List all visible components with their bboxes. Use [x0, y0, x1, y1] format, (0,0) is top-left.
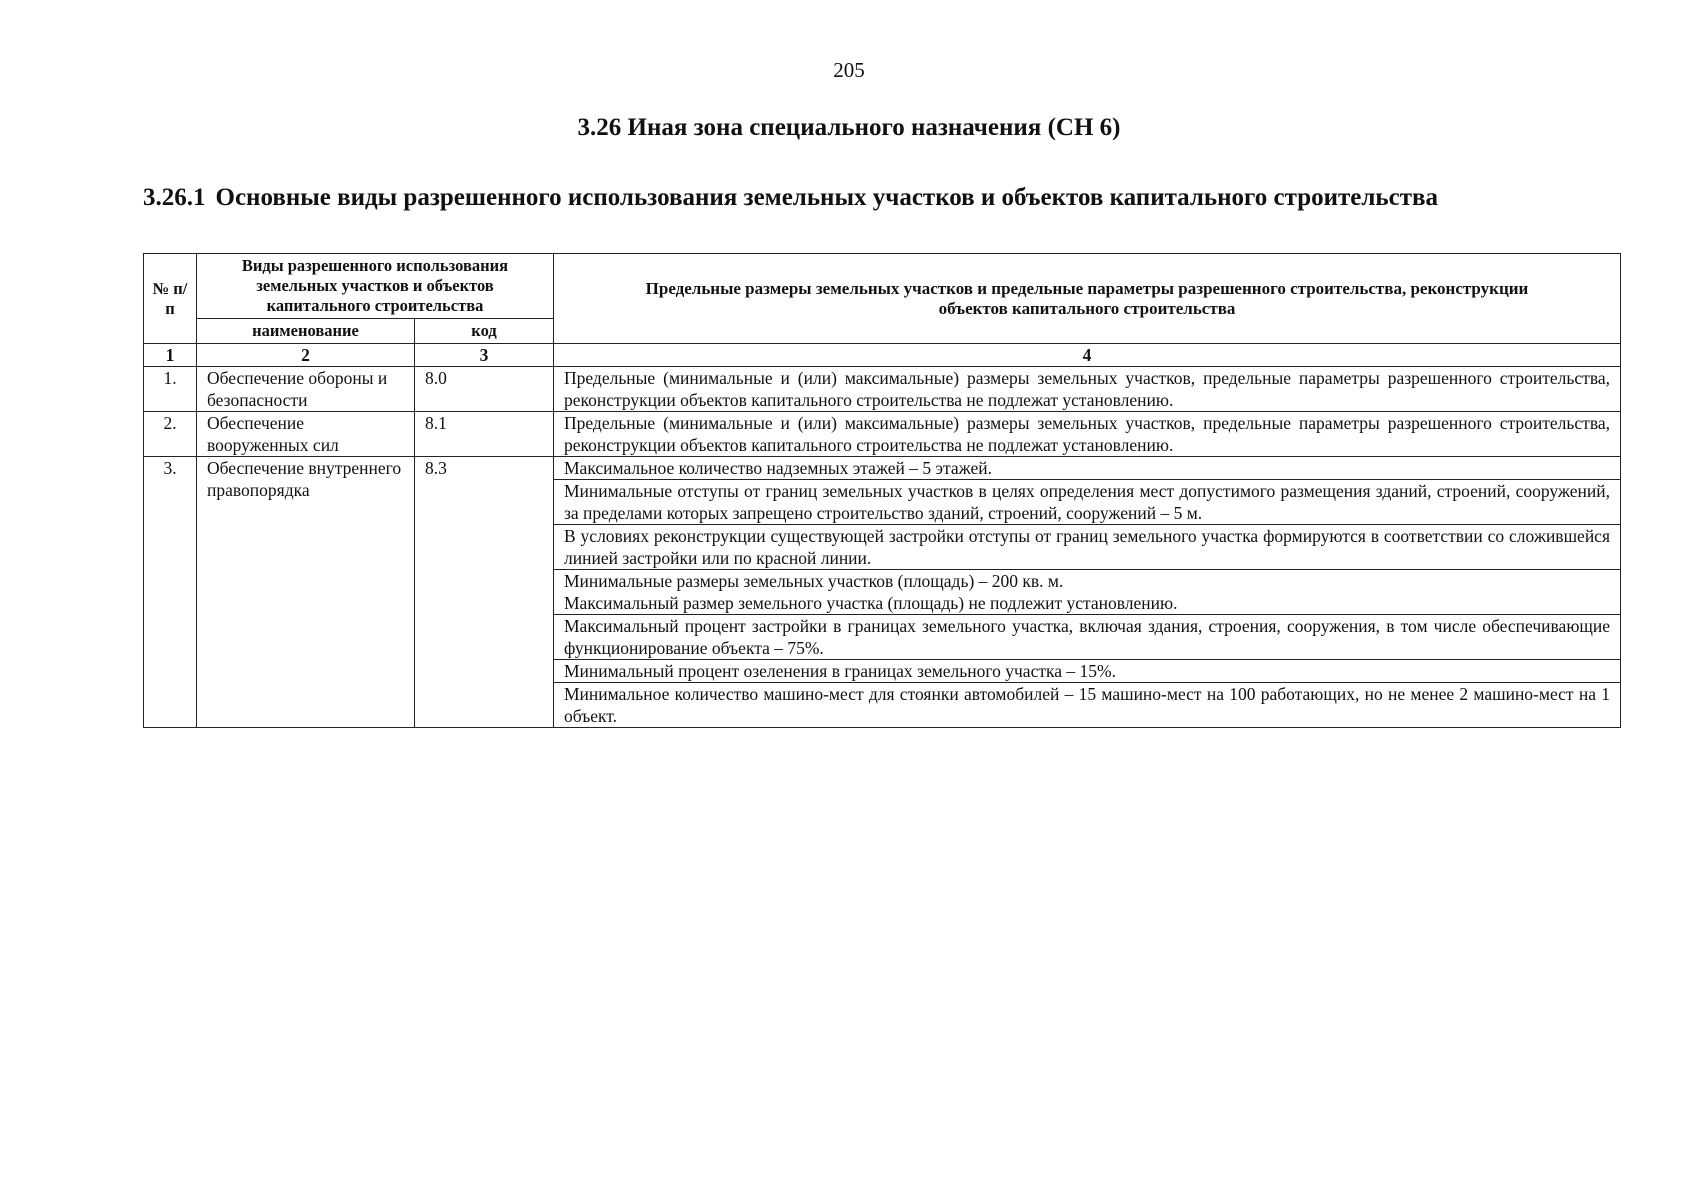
table-row — [144, 412, 1621, 457]
row-param: Минимальный процент озеленения в границах земельного участка – 15%. — [554, 660, 1621, 683]
section-title: 3.26 Иная зона специального назначения (СН 6) — [577, 114, 1121, 141]
header-num: № п/п — [144, 254, 197, 344]
subsection-heading: Основные виды разрешенного использования земельных участков и объектов капитального строительства — [215, 184, 1439, 211]
page-number: 205 — [833, 58, 865, 82]
row-name: Обеспечение внутреннего правопорядка — [197, 457, 415, 728]
table-row — [144, 457, 1621, 480]
row-param: Предельные (минимальные и (или) максимальные) размеры земельных участков, предельные параметры разрешенного строительства, реконструкции объектов капитального строительства не подлежат установлению. — [554, 412, 1621, 457]
column-number: 4 — [554, 344, 1621, 367]
row-param: Минимальные размеры земельных участков (площадь) – 200 кв. м. Максимальный размер земельного участка (площадь) не подлежит установлению. — [554, 570, 1621, 615]
header-name: наименование — [197, 319, 415, 344]
table-row — [144, 367, 1621, 412]
row-param: Минимальные отступы от границ земельных участков в целях определения мест допустимого размещения зданий, строений, сооружений, за пределами которых запрещено строительство зданий, строений, сооружений – 5 м. — [554, 480, 1621, 525]
column-number: 2 — [197, 344, 415, 367]
row-param: Минимальное количество машино-мест для стоянки автомобилей – 15 машино-мест на 100 работающих, но не менее 2 машино-мест на 1 объект. — [554, 683, 1621, 728]
table-header — [144, 254, 1621, 367]
row-code: 8.1 — [415, 412, 554, 457]
row-name: Обеспечение обороны и безопасности — [197, 367, 415, 412]
row-param: Максимальный процент застройки в границах земельного участка, включая здания, строения, сооружения, в том числе обеспечивающие функционирование объекта – 75%. — [554, 615, 1621, 660]
row-code: 8.3 — [415, 457, 554, 728]
subsection-number: 3.26.1 — [143, 184, 206, 211]
row-number: 1. — [144, 367, 197, 412]
column-number: 3 — [415, 344, 554, 367]
land-use-table — [143, 253, 1621, 728]
row-param: В условиях реконструкции существующей застройки отступы от границ земельного участка формируются в соответствии со сложившейся линией застройки или по красной линии. — [554, 525, 1621, 570]
header-code: код — [415, 319, 554, 344]
row-param: Предельные (минимальные и (или) максимальные) размеры земельных участков, предельные параметры разрешенного строительства, реконструкции объектов капитального строительства не подлежат установлению. — [554, 367, 1621, 412]
subsection-title — [143, 184, 1623, 212]
row-code: 8.0 — [415, 367, 554, 412]
header-params: Предельные размеры земельных участков и предельные параметры разрешенного строительства, реконструкции объектов капитального строительства — [554, 254, 1621, 344]
row-param: Максимальное количество надземных этажей – 5 этажей. — [554, 457, 1621, 480]
row-number: 3. — [144, 457, 197, 728]
table-body — [144, 367, 1621, 728]
column-numbers-row — [144, 344, 1621, 367]
row-number: 2. — [144, 412, 197, 457]
column-number: 1 — [144, 344, 197, 367]
row-name: Обеспечение вооруженных сил — [197, 412, 415, 457]
header-types: Виды разрешенного использования земельных участков и объектов капитального строительства — [197, 254, 554, 319]
